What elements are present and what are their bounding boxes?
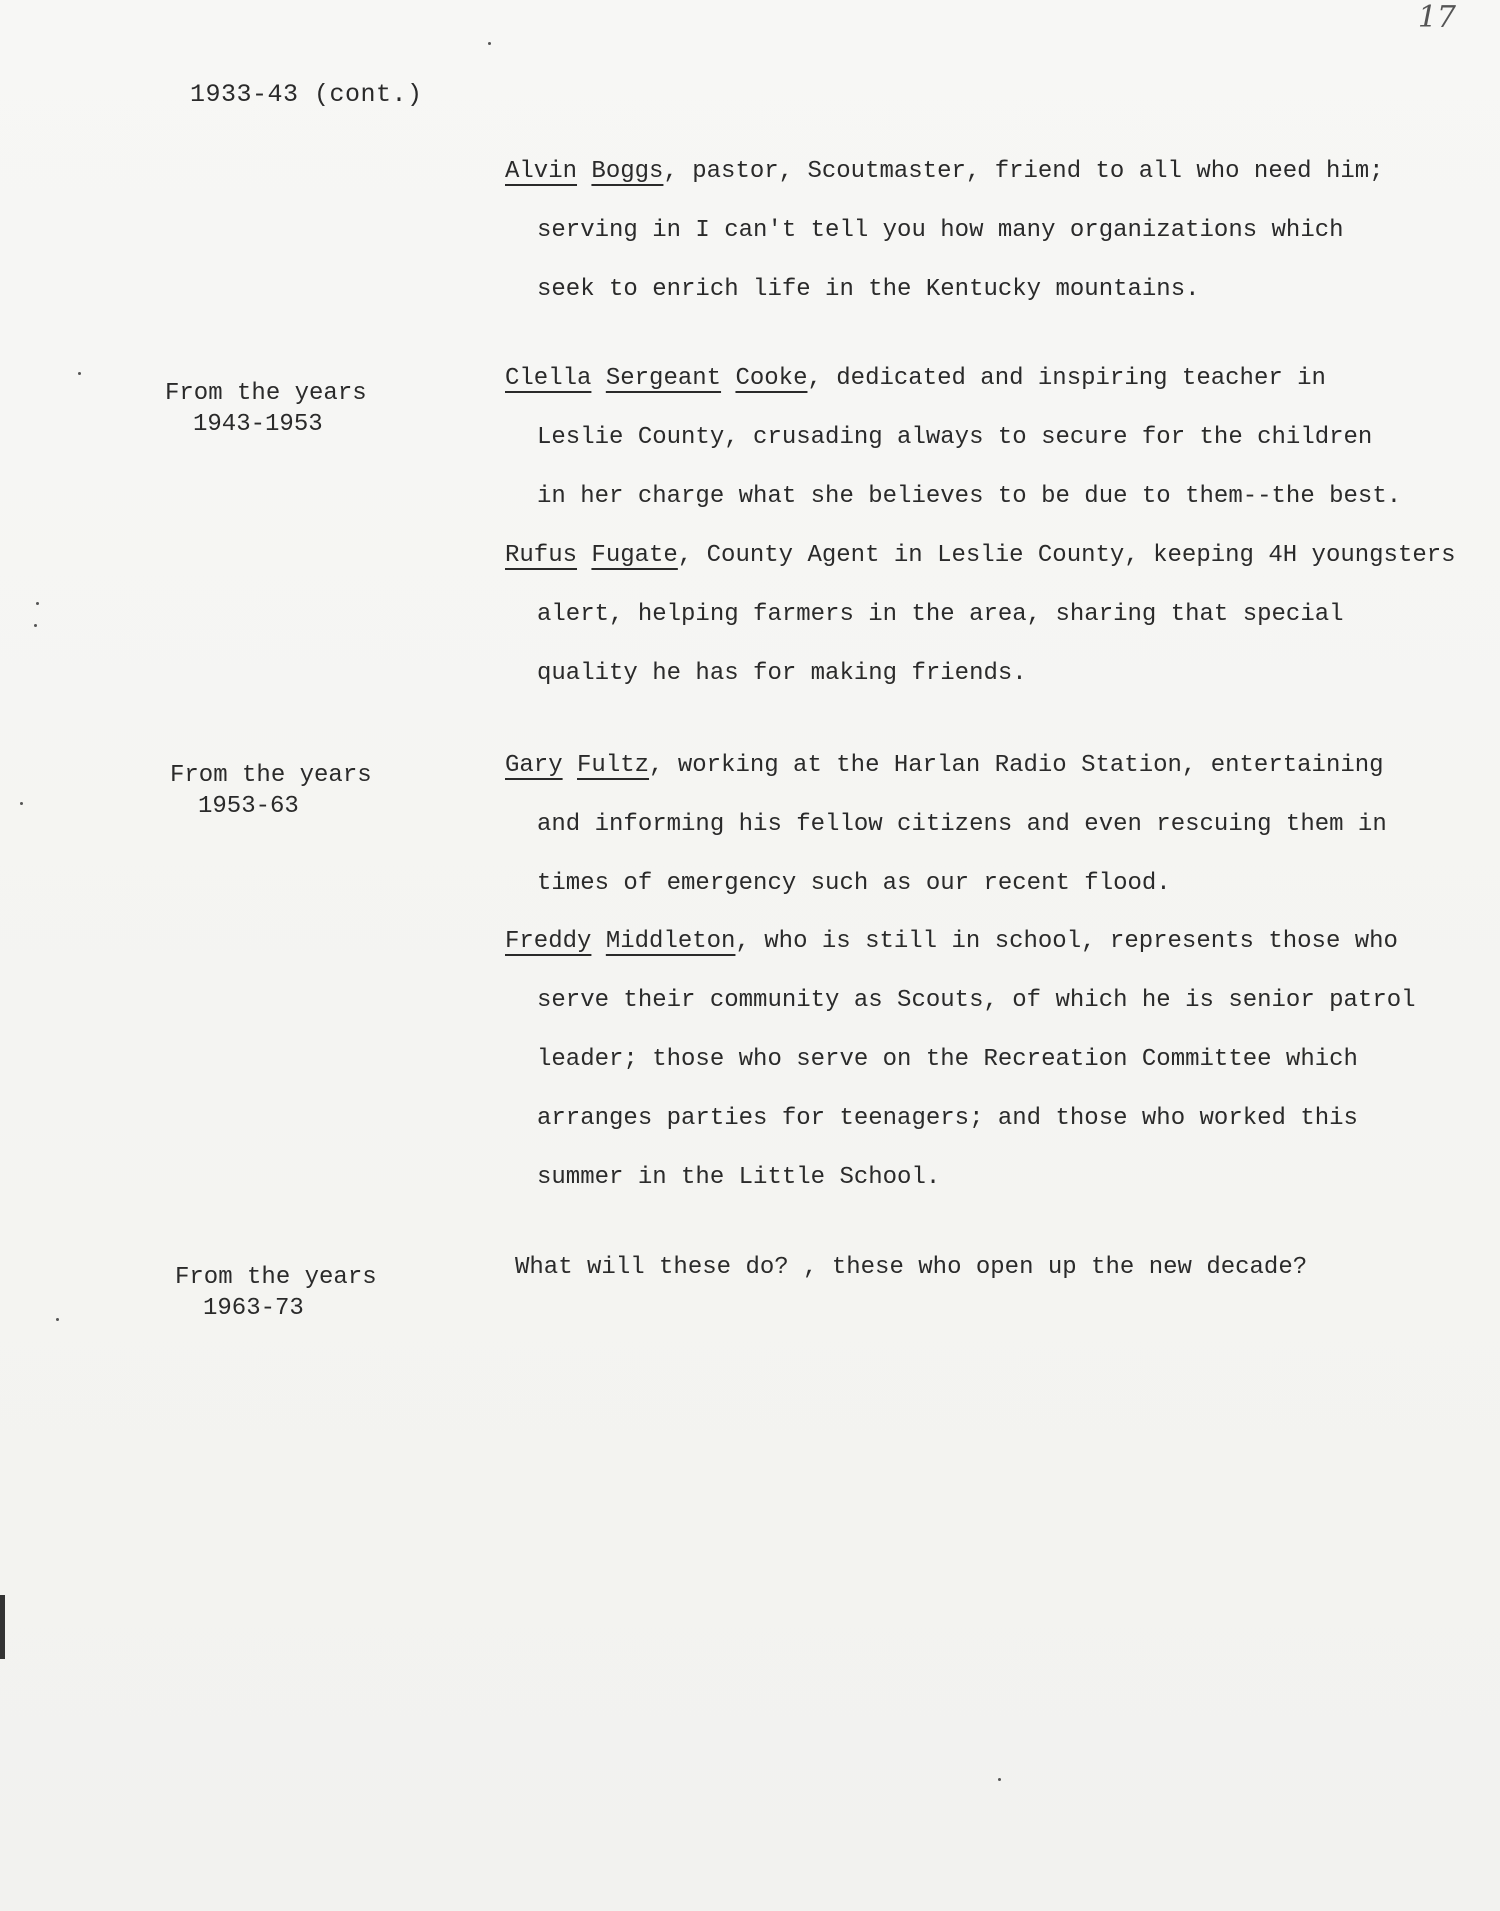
period-label-text: From the years xyxy=(175,1264,377,1291)
period-label-text: From the years xyxy=(170,762,372,789)
scan-speck xyxy=(78,372,81,375)
entry-freddy-middleton xyxy=(505,912,1465,1207)
entry-clella-sergeant-cooke xyxy=(505,349,1465,526)
entry-text: , who is still in school, represents those who xyxy=(735,928,1398,955)
entry-first-line xyxy=(505,912,1465,971)
entry-text: and informing his fellow citizens and even rescuing them in xyxy=(537,811,1387,838)
name-word: Alvin xyxy=(505,158,578,185)
scan-speck xyxy=(20,802,23,805)
entry-first-line xyxy=(505,142,1465,201)
entry-alvin-boggs xyxy=(505,142,1465,319)
period-label-text: From the years xyxy=(165,380,367,407)
scan-edge-mark xyxy=(0,1595,5,1659)
scan-speck xyxy=(56,1318,59,1321)
entry-text: summer in the Little School. xyxy=(537,1164,941,1191)
entry-text: leader; those who serve on the Recreation Committee which xyxy=(537,1046,1358,1073)
entry-first-line xyxy=(505,736,1465,795)
entry-text: alert, helping farmers in the area, sharing that special xyxy=(537,601,1344,628)
entry-gary-fultz xyxy=(505,736,1465,913)
entry-text: , County Agent in Leslie County, keeping 4H youngsters xyxy=(677,542,1456,569)
scan-speck xyxy=(36,602,39,605)
entry-text: , pastor, Scoutmaster, friend to all who need him; xyxy=(663,158,1384,185)
period-label-1943 xyxy=(165,378,367,440)
period-years: 1953-63 xyxy=(198,793,299,820)
closing-question xyxy=(515,1238,1475,1297)
scan-speck xyxy=(34,624,37,627)
period-label-1953 xyxy=(170,760,372,822)
period-label-1963 xyxy=(175,1262,377,1324)
name-word: Cooke xyxy=(735,365,808,392)
entry-text: What will these do? , these who open up the new decade? xyxy=(515,1254,1308,1281)
entry-text: quality he has for making friends. xyxy=(537,660,1027,687)
entry-text: arranges parties for teenagers; and those who worked this xyxy=(537,1105,1358,1132)
scan-speck xyxy=(998,1778,1001,1781)
entry-text: times of emergency such as our recent flood. xyxy=(537,870,1171,897)
name-word: Gary xyxy=(505,752,563,779)
name-word: Fultz xyxy=(577,752,650,779)
entry-text: , working at the Harlan Radio Station, entertaining xyxy=(649,752,1384,779)
entry-text: , dedicated and inspiring teacher in xyxy=(807,365,1326,392)
name-word: Clella xyxy=(505,365,592,392)
name-word: Middleton xyxy=(605,928,736,955)
entry-text: Leslie County, crusading always to secure for the children xyxy=(537,424,1373,451)
name-word: Fugate xyxy=(591,542,678,569)
period-years: 1963-73 xyxy=(203,1295,304,1322)
name-word: Rufus xyxy=(505,542,578,569)
entry-text: in her charge what she believes to be due to them--the best. xyxy=(537,483,1402,510)
entry-first-line xyxy=(505,349,1465,408)
entry-text: serve their community as Scouts, of which he is senior patrol xyxy=(537,987,1416,1014)
name-word: Freddy xyxy=(505,928,592,955)
period-years: 1943-1953 xyxy=(193,411,323,438)
scan-speck xyxy=(488,42,491,45)
entry-text: serving in I can't tell you how many organizations which xyxy=(537,217,1344,244)
name-word: Sergeant xyxy=(605,365,722,392)
entry-text: seek to enrich life in the Kentucky mountains. xyxy=(537,276,1200,303)
entry-first-line xyxy=(505,526,1465,585)
name-word: Boggs xyxy=(591,158,664,185)
page-number: 17 xyxy=(1417,0,1456,35)
entry-rufus-fugate xyxy=(505,526,1465,703)
page-heading: 1933-43 (cont.) xyxy=(190,80,423,109)
